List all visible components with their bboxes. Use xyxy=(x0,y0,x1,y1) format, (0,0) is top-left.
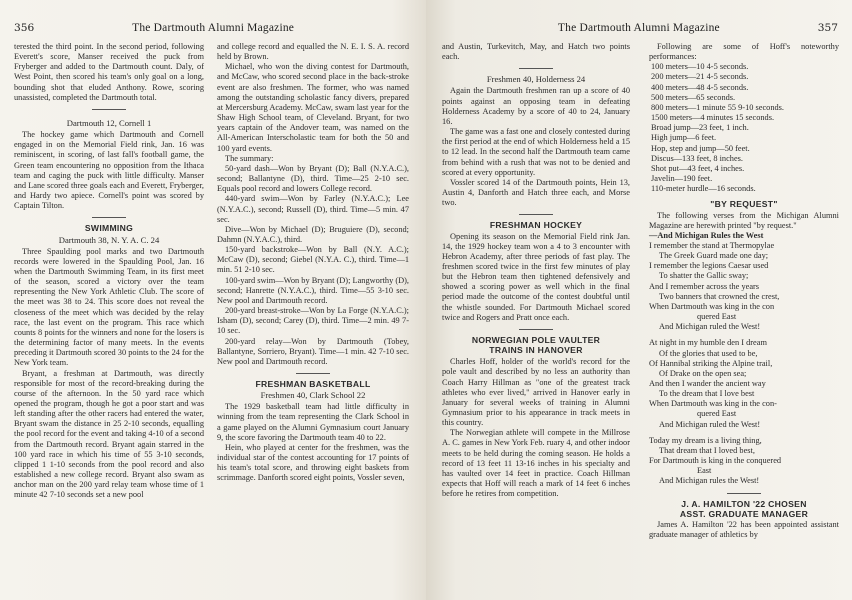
poem-line: To shatter the Gallic sway; xyxy=(659,271,749,281)
paragraph: The 1929 basketball team had little difficulty in winning from the team representing the Clark School in a game played on the Alumni Gymnasium court January 9, the score favoring the Dartmouth team 40 to 22. xyxy=(217,402,409,442)
list-item: Javelin—190 feet. xyxy=(651,174,713,184)
paragraph: Michael, who won the diving contest for Dartmouth, and McCaw, who scored second place in the back-stroke event are also freshmen. The former, who was named among the outstanding scholastic fancy divers, prepared at Mercersburg Academy. McCaw, swam last year for the Shaw High School team, of Cleveland. Bryant, for two years captain of the Andover team, was named on the All-American Interscholastic team for both the 50 and 100 yard events. xyxy=(217,62,409,153)
list-item: High jump—6 feet. xyxy=(651,133,717,143)
section-subheading: Dartmouth 38, N. Y. A. C. 24 xyxy=(58,234,160,245)
poem-line: quered East xyxy=(697,409,737,419)
poem-line: And Michigan ruled the West! xyxy=(659,419,761,429)
poem-line: East xyxy=(697,466,712,476)
section-heading: SWIMMING xyxy=(84,223,134,234)
paragraph: and Austin, Turkevitch, May, and Hatch two points each. xyxy=(442,42,630,62)
poem-line: quered East xyxy=(697,312,737,322)
poem-line: When Dartmouth was king in the con xyxy=(649,301,775,311)
poem xyxy=(649,231,839,487)
list-item: Shot put—43 feet, 4 inches. xyxy=(651,163,745,173)
poem-line: That dream that I loved best, xyxy=(659,445,755,455)
list-item: 110-meter hurdle—16 seconds. xyxy=(651,184,756,194)
summary-item: 200-yard breast-stroke—Won by La Forge (N.Y.A.C.); Isham (D), second; Carey (D), third. Time—2 min. 49 7-10 sec. xyxy=(217,306,409,336)
paragraph: Opening its season on the Memorial Field rink Jan. 14, the 1929 hockey team won a 4 to 3 encounter with Hebron Academy, after three periods of fast play. The freshmen scored twice in the first few minutes of play but the Hebron team then tightened defensively and showed a scoring power as well which in the final period made the outcome of the contest doubtful until the whistle sounded. For Dartmouth Michael scored twice and Rogers and Pratt once each. xyxy=(442,231,630,322)
summary-item: 440-yard swim—Won by Farley (N.Y.A.C.); Lee (N.Y.A.C.), second; Russell (D), third. Time—5 min. 47 sec. xyxy=(217,194,409,224)
paragraph: Charles Hoff, holder of the world's record for the pole vault and described by no less an authority than Coach Harry Hillman as "one of the greatest track athletes who ever lived," arrived in Hanover early in January for several weeks of training in Alumni Gymnasium prior to his appearance in track meets in this country. xyxy=(442,357,630,428)
performance-list xyxy=(649,62,839,194)
right-column-1 xyxy=(442,42,630,499)
summary-item: Dive—Won by Michael (D); Bruguiere (D), second; Dahmn (N.Y.A.C.), third. xyxy=(217,224,409,244)
section-heading: FRESHMAN BASKETBALL xyxy=(255,379,371,389)
poem-line: Of the glories that used to be, xyxy=(659,348,758,358)
poem-line: At night in my humble den I dream xyxy=(649,338,767,348)
list-item: Discus—133 feet, 8 inches. xyxy=(651,153,743,163)
right-page xyxy=(426,0,852,600)
list-item: 400 meters—48 4-5 seconds. xyxy=(651,82,749,92)
section-heading: J. A. HAMILTON '22 CHOSEN xyxy=(681,498,807,509)
paragraph: Three Spaulding pool marks and two Dartmouth records were lowered in the Spaulding Pool, Jan. 16 when the Dartmouth Swimming Team, in its first meet of the season, scored a victory over the team representing the New York Athletic Club. The score of the meet was 38 to 24. This score does not reveal the closeness of the meet which was decided by the relay race, the last event on the program. This race which counts 8 points for the winners and none for the losers is the determining factor of many meets. In the events preceding it Dartmouth scored 30 points to the 24 for the New York team. xyxy=(14,246,205,368)
page-number: 356 xyxy=(14,22,35,34)
paragraph: The following verses from the Michigan Alumni Magazine are herewith printed "by request." xyxy=(649,210,839,230)
poem-line: And Michigan ruled the West! xyxy=(659,322,761,332)
section-heading: "BY REQUEST" xyxy=(710,199,778,210)
poem-line: For Dartmouth is king in the conquered xyxy=(649,456,782,466)
page-number: 357 xyxy=(817,22,838,34)
poem-line: To the dream that I love best xyxy=(659,389,755,399)
paragraph: and college record and equalled the N. E. I. S. A. record held by Brown. xyxy=(217,42,409,62)
divider xyxy=(92,109,126,110)
left-column-1 xyxy=(14,42,204,501)
poem-line: I remember the legions Caesar used xyxy=(649,261,769,271)
paragraph: The game was a fast one and closely contested during the first period at the end of which Holderness held a 15 to 12 lead. In the second half the Dartmouth team came from behind with a rush that was not to be denied and scored at every opportunity. xyxy=(442,127,630,177)
section-subheading: Freshmen 40, Clark School 22 xyxy=(260,390,366,401)
poem-line: I remember the stand at Thermopylae xyxy=(649,240,775,250)
list-item: Broad jump—23 feet, 1 inch. xyxy=(651,123,749,133)
poem-line: Of Hannibal striking the Alpine trail, xyxy=(649,358,773,368)
section-heading: Dartmouth 12, Cornell 1 xyxy=(66,117,152,128)
paragraph: James A. Hamilton '22 has been appointed assistant graduate manager of athletics by xyxy=(649,519,839,540)
summary-item: 100-yard swim—Won by Bryant (D); Langworthy (D), second; Hanrette (N.Y.A.C.), third. Time—55 3-10 sec. New pool and Dartmouth record. xyxy=(217,275,410,305)
list-item: 100 meters—10 4-5 seconds. xyxy=(651,62,749,72)
paragraph: The summary: xyxy=(225,153,274,163)
section-heading: FRESHMAN HOCKEY xyxy=(489,220,583,231)
section-heading: Freshmen 40, Holderness 24 xyxy=(486,74,586,85)
section-heading: NORWEGIAN POLE VAULTER xyxy=(471,334,601,345)
divider xyxy=(519,68,553,69)
poem-line: The Greek Guard made one day; xyxy=(659,251,769,261)
left-page-header xyxy=(14,22,412,34)
paragraph: Vossler scored 14 of the Dartmouth points, Hein 13, Austin 4, Danforth and Hatch three each, and Morse two. xyxy=(442,177,630,208)
divider xyxy=(727,493,761,494)
divider xyxy=(519,329,553,330)
summary-item: 200-yard relay—Won by Dartmouth (Tobey, Ballantyne, Sorriero, Bryant). Time—1 min. 42 7-10 sec. New pool and Dartmouth record. xyxy=(217,336,409,366)
poem-line: Of Drake on the open sea; xyxy=(659,368,747,378)
poem-line: Today my dream is a living thing, xyxy=(649,435,762,445)
running-head: The Dartmouth Alumni Magazine xyxy=(557,22,720,34)
left-column-2 xyxy=(217,42,409,484)
list-item: 200 meters—21 4-5 seconds. xyxy=(651,72,749,82)
divider xyxy=(519,214,553,215)
list-item: 500 meters—65 seconds. xyxy=(651,92,736,102)
running-head: The Dartmouth Alumni Magazine xyxy=(132,22,295,34)
section-heading: TRAINS IN HANOVER xyxy=(489,345,583,356)
paragraph: The Norwegian athlete will compete in the Millrose A. C. games in New York Feb. ruary 4, and other indoor meets to be held during the coming season. He holds a record of 13 feet 11 13-16 inches in his specialty and has vaulted over 14 feet in practice. Coach Hillman expects that Hoff will reach a mark of 14 feet 6 inches before he retires from competition. xyxy=(442,428,630,499)
list-item: 1500 meters—4 minutes 15 seconds. xyxy=(651,113,775,123)
paragraph: terested the third point. In the second period, following Everett's score, Manser received the puck from Fryberger and added to the Dartmouth count. Daly, of West Point, then scored his team's only goal on a long, bounding shot that eluded Anthony. Rowe, scoring unassisted, completed the Dartmouth total. xyxy=(14,42,204,102)
divider xyxy=(296,373,330,374)
poem-line: And I remember across the years xyxy=(649,281,760,291)
poem-line: And then I wander the ancient way xyxy=(649,379,766,388)
summary-item: 50-yard dash—Won by Bryant (D); Ball (N.Y.A.C.), second; Ballantyne (D), third. Time—25 2-10 sec. Equals pool record and lowers College record. xyxy=(217,163,409,194)
divider xyxy=(92,217,126,218)
summary-item: 150-yard backstroke—Won by Ball (N.Y. A.C.); McCaw (D), second; Giebel (N.Y.A. C.), third. Time—1 min. 51 2-10 sec. xyxy=(217,245,409,275)
poem-title: —And Michigan Rules the West xyxy=(649,230,764,240)
right-page-header xyxy=(440,22,838,34)
list-item: Hop, step and jump—50 feet. xyxy=(651,143,750,153)
paragraph: Bryant, a freshman at Dartmouth, was directly responsible for most of the record-breaking during the course of the afternoon. In the 50 yard race which opened the program, though he got a poor start and was left standing after the other racers had entered the water, Bryant swam the distance in 25 2-10 seconds, equalling the pool record for the event and taking 4-10 of a second from the Dartmouth record. Bryant again starred in the 100 yard race in which his time of 55 3-10 seconds, clipped 1 1-10 seconds from the pool record and also established a new college record. Bryant also swam as anchor man on the 200 yard relay team whose time of 1 minute 42 7-10 seconds set a new pool xyxy=(14,368,204,500)
poem-line: Two banners that crowned the crest, xyxy=(659,291,780,301)
list-item: 800 meters—1 minute 55 9-10 seconds. xyxy=(651,102,785,112)
section-heading: ASST. GRADUATE MANAGER xyxy=(679,508,809,519)
right-column-2 xyxy=(649,42,839,540)
poem-line: When Dartmouth was king in the con- xyxy=(649,399,777,409)
paragraph: Hein, who played at center for the freshmen, was the individual star of the contest accounting for 17 points of his team's total score, and throwing eight baskets from scrimmage. Danforth scored eight points, Vossler seven, xyxy=(217,442,409,483)
paragraph: Again the Dartmouth freshmen ran up a score of 40 points against an opposing team in defeating Holderness Academy by a score of 40 to 24, January 16. xyxy=(442,86,630,126)
poem-line: And Michigan rules the West! xyxy=(659,476,760,486)
paragraph: The hockey game which Dartmouth and Cornell engaged in on the Memorial Field rink, Jan. 16 was reminiscent, in scoring, of last fall's football game, the Green team encountering no opposition from the Ithaca team and caging the puck with little difficulty. Manser and Lane scored three goals each and Everett, Fryberger, and Hardy two apiece. Cornell's point was scored by Captain Tilton. xyxy=(14,130,204,211)
paragraph: Following are some of Hoff's noteworthy performances: xyxy=(649,42,839,62)
